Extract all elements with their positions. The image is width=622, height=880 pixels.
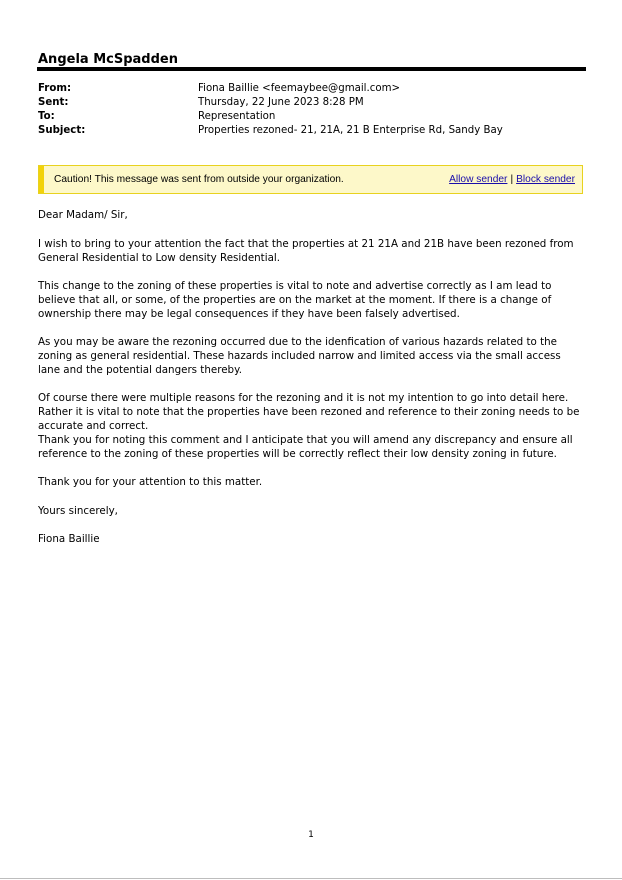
body-paragraph: Of course there were multiple reasons for the rezoning and it is not my intention to go into detail here. Rather it is vital to note that the properties have been rezoned and reference to their zoning needs to be accurate and correct. (38, 392, 580, 432)
from-value: Fiona Baillie <feemaybee@gmail.com> (198, 83, 401, 94)
sender-actions (449, 174, 575, 186)
block-sender-link[interactable]: Block sender (516, 174, 575, 185)
body-paragraph: As you may be aware the rezoning occurred due to the idenfication of various hazards related to the zoning as general residential. These hazards included narrow and limited access via the small access lane and the potential dangers thereby. (38, 336, 561, 376)
body-paragraph: This change to the zoning of these properties is vital to note and advertise correctly as I am lead to believe that all, or some, of the properties are on the market at the moment. If there is a change of ownership there may be legal consequences if they have been falsely advertised. (38, 280, 552, 320)
header-divider (37, 67, 586, 71)
document-owner-name: Angela McSpadden (38, 52, 178, 67)
page-number: 1 (308, 830, 314, 840)
signature-name: Fiona Baillie (38, 533, 100, 545)
sent-value: Thursday, 22 June 2023 8:28 PM (198, 97, 364, 108)
banner-accent-stripe (39, 166, 44, 193)
body-paragraph: I wish to bring to your attention the fact that the properties at 21 21A and 21B have been rezoned from General Residential to Low density Residential. (38, 238, 574, 264)
from-label: From: (38, 83, 72, 94)
caution-message: Caution! This message was sent from outside your organization. (54, 174, 344, 185)
external-sender-banner (38, 165, 583, 194)
body-paragraph: Thank you for your attention to this matter. (38, 476, 263, 488)
allow-sender-link[interactable]: Allow sender (449, 174, 508, 185)
page-bottom-edge (0, 878, 622, 879)
actions-separator: | (510, 174, 514, 185)
to-label: To: (38, 111, 55, 122)
body-paragraph: Thank you for noting this comment and I anticipate that you will amend any discrepancy and ensure all reference to the zoning of these properties will be correctly reflect their low density zoning in future. (38, 434, 573, 460)
subject-label: Subject: (38, 125, 86, 136)
subject-value: Properties rezoned- 21, 21A, 21 B Enterprise Rd, Sandy Bay (198, 125, 503, 136)
closing: Yours sincerely, (38, 505, 118, 517)
sent-label: Sent: (38, 97, 69, 108)
salutation: Dear Madam/ Sir, (38, 209, 128, 221)
to-value: Representation (198, 111, 276, 122)
